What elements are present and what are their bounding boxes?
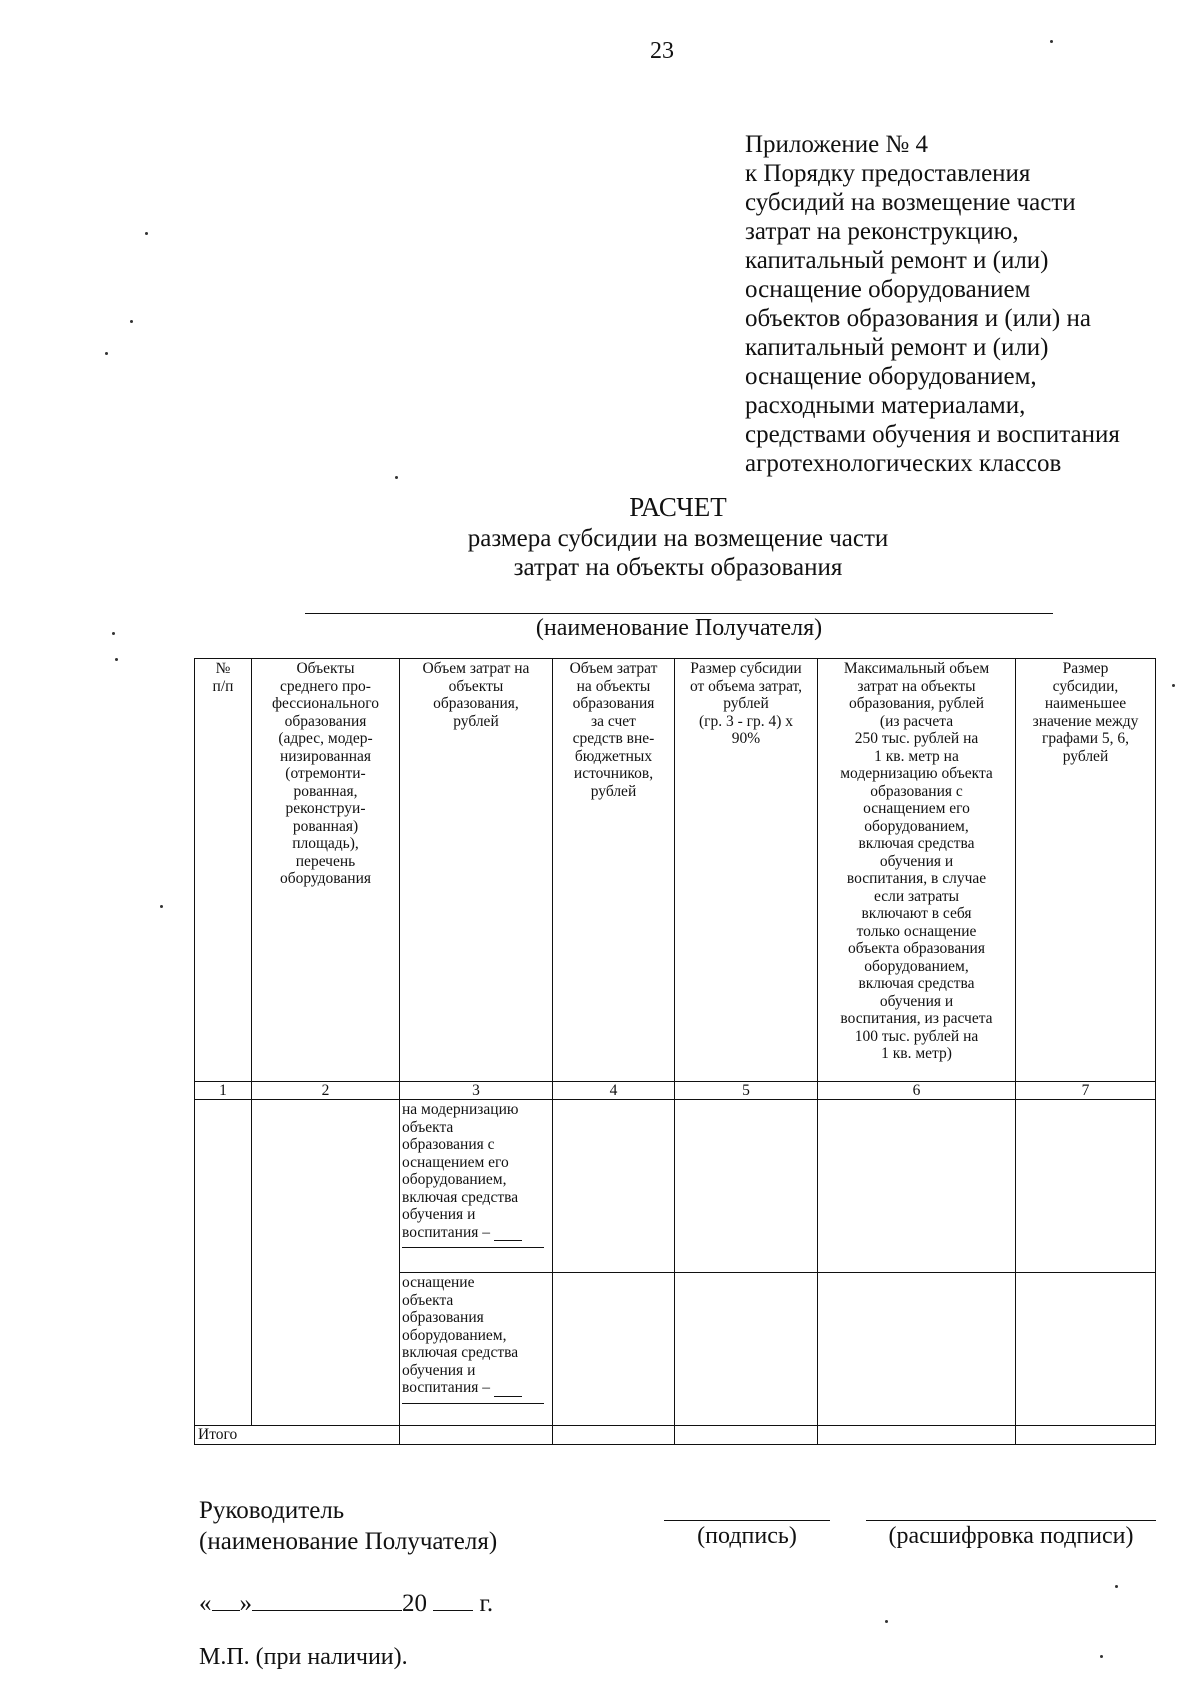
header-line: Объекты — [296, 660, 355, 677]
underline-blank — [402, 1241, 544, 1248]
header-line: если затраты — [873, 887, 960, 905]
column-number: 2 — [252, 1082, 400, 1100]
recipient-name-label: (наименование Получателя) — [199, 1528, 498, 1555]
year-suffix: г. — [479, 1590, 494, 1617]
header-line: № — [215, 660, 231, 677]
signature-block — [199, 1495, 497, 1557]
month-blank[interactable] — [252, 1588, 402, 1611]
header-line: затрат на объекты — [857, 677, 976, 695]
scan-speck — [1100, 1655, 1103, 1658]
appendix-line: средствами обучения и воспитания — [745, 421, 1120, 448]
date-close-quote: » — [239, 1590, 252, 1617]
cell-text-line: воспитания – — [402, 1379, 550, 1397]
header-line: (адрес, модер- — [278, 730, 373, 747]
header-line: Объем затрат — [569, 660, 658, 677]
header-line: 1 кв. метр) — [881, 1045, 952, 1062]
header-line: воспитания, в случае — [846, 870, 987, 887]
cell-total[interactable] — [400, 1426, 553, 1445]
header-line: оснащением его — [863, 800, 970, 817]
header-line: графами 5, 6, — [1041, 730, 1129, 747]
header-col-7 — [1016, 659, 1156, 1082]
header-line: включают в себя — [861, 905, 972, 922]
cell-total[interactable] — [1016, 1426, 1156, 1445]
header-line: образования с — [870, 782, 963, 800]
appendix-line: агротехнологических классов — [745, 450, 1062, 477]
header-line: наименьшее — [1044, 695, 1127, 712]
scan-speck — [112, 632, 115, 635]
subtitle-line: размера субсидии на возмещение части — [467, 525, 889, 552]
appendix-line: капитальный ремонт и (или) — [745, 247, 1049, 274]
header-line: рублей — [590, 782, 637, 800]
cell-extrabudget[interactable] — [553, 1273, 675, 1426]
column-number: 6 — [818, 1082, 1016, 1100]
scan-speck — [1172, 684, 1175, 687]
scan-speck — [885, 1620, 888, 1623]
cell-text-line: на модернизацию — [402, 1101, 519, 1118]
signature-caption: (подпись) — [697, 1523, 797, 1549]
column-number: 3 — [400, 1082, 553, 1100]
header-line: (гр. 3 - гр. 4) x — [698, 712, 794, 730]
cell-object[interactable] — [252, 1100, 400, 1426]
column-number-row — [195, 1082, 1156, 1100]
cell-final-subsidy[interactable] — [1016, 1100, 1156, 1273]
cell-text-line: объекта — [402, 1291, 454, 1309]
cell-final-subsidy[interactable] — [1016, 1273, 1156, 1426]
table-row — [195, 1100, 1156, 1273]
cell-total[interactable] — [818, 1426, 1016, 1445]
header-line: образования — [572, 695, 655, 712]
appendix-line: затрат на реконструкцию, — [745, 218, 1019, 245]
header-line: модернизацию объекта — [840, 765, 993, 782]
signature-decode-caption: (расшифровка подписи) — [888, 1523, 1134, 1549]
cell-text-line: обучения и — [402, 1206, 476, 1223]
header-col-2 — [252, 659, 400, 1082]
header-line: 1 кв. метр на — [874, 747, 959, 765]
appendix-line: расходными материалами, — [745, 392, 1026, 419]
year-blank[interactable] — [433, 1588, 473, 1611]
header-col-1 — [195, 659, 252, 1082]
header-line: только оснащение — [856, 922, 977, 940]
scan-speck — [160, 905, 163, 908]
header-line: (отремонти- — [285, 765, 366, 782]
signature-decode-line[interactable] — [866, 1520, 1156, 1521]
appendix-line: субсидий на возмещение части — [745, 189, 1076, 216]
document-subtitle — [0, 524, 1200, 582]
total-row — [195, 1426, 1156, 1445]
scan-speck — [105, 352, 108, 355]
value-blank[interactable] — [494, 1382, 522, 1397]
cell-text-line: включая средства — [402, 1188, 519, 1206]
appendix-line: оснащение оборудованием — [745, 276, 1031, 303]
calculation-table — [194, 658, 1156, 1445]
appendix-reference — [745, 130, 1185, 478]
header-line: включая средства — [858, 835, 975, 852]
column-number: 1 — [195, 1082, 252, 1100]
header-line: оборудованием, — [864, 817, 969, 835]
date-open-quote: « — [199, 1590, 212, 1617]
header-line: Размер — [1062, 660, 1109, 677]
column-number: 5 — [675, 1082, 818, 1100]
cell-text-line: оборудованием, — [402, 1326, 507, 1344]
cell-text-line: образования — [402, 1309, 484, 1326]
header-col-4 — [553, 659, 675, 1082]
header-line: на объекты — [576, 677, 651, 695]
header-line: среднего про- — [280, 677, 371, 695]
header-line: Размер субсидии — [690, 660, 802, 677]
header-line: обучения и — [879, 992, 954, 1010]
header-line: обучения и — [879, 852, 954, 870]
header-line: объекты — [448, 677, 504, 695]
cell-text-line: объекта — [402, 1118, 454, 1136]
cell-modernization-costs[interactable] — [400, 1100, 553, 1273]
header-line: включая средства — [858, 975, 975, 992]
signature-line[interactable] — [664, 1520, 830, 1521]
scan-speck — [115, 658, 118, 661]
cell-extrabudget[interactable] — [553, 1100, 675, 1273]
cell-text-line: образования с — [402, 1136, 495, 1153]
subtitle-line: затрат на объекты образования — [513, 554, 843, 581]
header-line: образования, рублей — [848, 695, 984, 712]
header-line: фессионального — [272, 695, 379, 712]
header-line: за счет — [591, 712, 636, 730]
header-line: рованная, — [293, 782, 358, 800]
cell-subsidy-size[interactable] — [675, 1273, 818, 1426]
scan-speck — [130, 320, 133, 323]
header-line: (из расчета — [879, 712, 954, 730]
header-line: образования, — [433, 695, 519, 712]
document-title: РАСЧЕТ — [629, 492, 727, 522]
underline-blank — [402, 1397, 544, 1404]
stamp-note: М.П. (при наличии). — [199, 1644, 408, 1670]
header-line: субсидии, — [1052, 677, 1119, 695]
header-line: 250 тыс. рублей на — [854, 730, 979, 747]
header-col-5 — [675, 659, 818, 1082]
scan-speck — [1050, 40, 1053, 43]
header-line: перечень — [295, 852, 356, 870]
header-line: рублей — [1062, 747, 1109, 765]
header-line: от объема затрат, — [689, 677, 803, 695]
header-line: Максимальный объем — [843, 660, 990, 677]
cell-total[interactable] — [675, 1426, 818, 1445]
header-line: воспитания, из расчета — [840, 1010, 993, 1027]
date-line — [199, 1588, 493, 1618]
header-line: площадь), — [292, 835, 359, 852]
scan-speck — [145, 232, 148, 235]
cell-text-line: оснащение — [402, 1274, 475, 1291]
cell-total[interactable] — [553, 1426, 675, 1445]
column-number: 4 — [553, 1082, 675, 1100]
header-line: оборудованием, — [864, 957, 969, 975]
header-line: п/п — [212, 677, 234, 695]
cell-text-line: воспитания – — [402, 1224, 550, 1242]
appendix-line: объектов образования и (или) на — [745, 305, 1091, 332]
header-col-6 — [818, 659, 1016, 1082]
column-number: 7 — [1016, 1082, 1156, 1100]
header-line: бюджетных — [574, 747, 653, 765]
scan-speck — [1115, 1585, 1118, 1588]
header-line: средств вне- — [572, 730, 655, 747]
header-line: рованная) — [292, 817, 359, 835]
header-line: рублей — [453, 712, 499, 730]
manager-label: Руководитель — [199, 1497, 345, 1524]
day-blank[interactable] — [212, 1588, 240, 1611]
cell-equipment-costs[interactable] — [400, 1273, 553, 1426]
header-line: 90% — [731, 730, 761, 747]
appendix-line: капитальный ремонт и (или) — [745, 334, 1049, 361]
year-prefix: 20 — [402, 1590, 427, 1617]
cell-row-number[interactable] — [195, 1100, 252, 1426]
scan-speck — [395, 476, 398, 479]
header-line: 100 тыс. рублей на — [854, 1027, 979, 1045]
cell-text-line: оснащением его — [402, 1153, 509, 1171]
header-line: низированная — [279, 747, 372, 765]
value-blank[interactable] — [494, 1226, 522, 1241]
header-line: рублей — [723, 695, 769, 712]
page-number: 23 — [650, 38, 674, 64]
cell-text-line: включая средства — [402, 1344, 519, 1361]
total-label: Итого — [195, 1426, 400, 1445]
header-line: источников, — [573, 765, 654, 782]
cell-max-volume[interactable] — [818, 1273, 1016, 1426]
header-line: значение между — [1032, 712, 1139, 730]
header-line: образования — [284, 712, 367, 730]
appendix-line: к Порядку предоставления — [745, 160, 1031, 187]
header-line: оборудования — [279, 870, 372, 887]
appendix-line: Приложение № 4 — [745, 131, 929, 158]
cell-max-volume[interactable] — [818, 1100, 1016, 1273]
table-header-row — [195, 659, 1156, 1082]
header-line: Объем затрат на — [422, 660, 530, 677]
cell-text-line: обучения и — [402, 1361, 476, 1379]
header-col-3 — [400, 659, 553, 1082]
recipient-name-line[interactable] — [305, 613, 1053, 614]
cell-text-line: оборудованием, — [402, 1171, 507, 1188]
appendix-line: оснащение оборудованием, — [745, 363, 1037, 390]
header-line: реконструи- — [285, 800, 366, 817]
cell-subsidy-size[interactable] — [675, 1100, 818, 1273]
header-line: объекта образования — [848, 940, 985, 957]
recipient-caption: (наименование Получателя) — [535, 615, 823, 641]
